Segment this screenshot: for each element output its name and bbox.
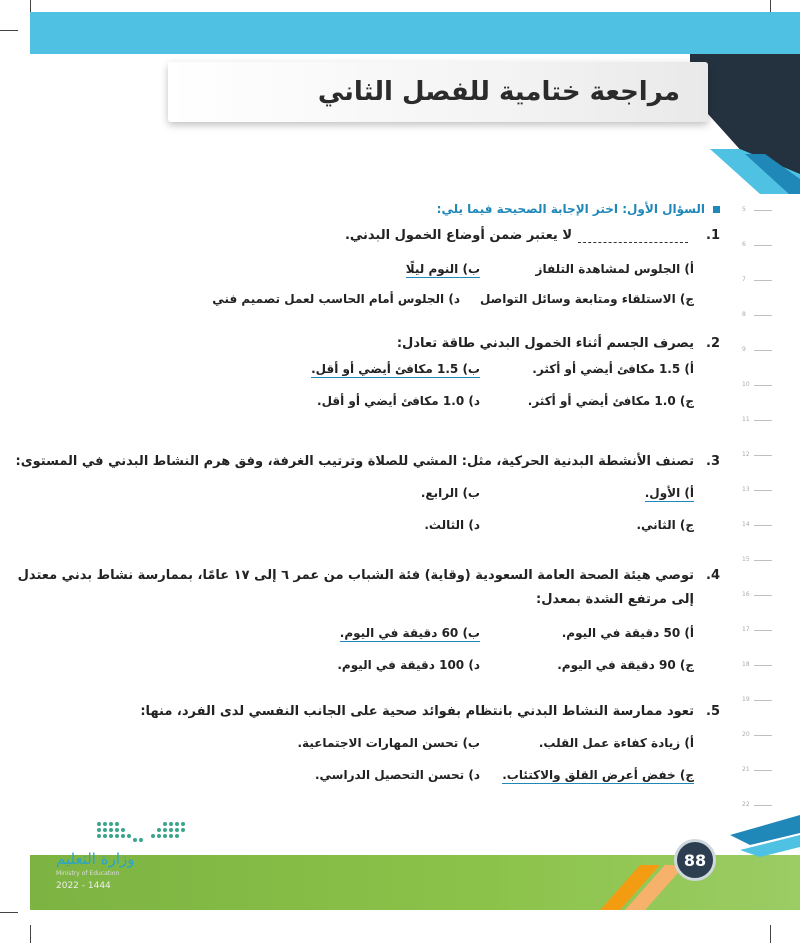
option-b[interactable]: ب) الرابع. — [420, 486, 480, 500]
question-2: 2.يصرف الجسم أثناء الخمول البدني طاقة تعادل: — [396, 336, 720, 351]
page-number-badge: 88 — [674, 839, 716, 881]
option-a[interactable]: أ) الأول. — [644, 486, 694, 500]
header-band — [30, 12, 800, 54]
option-d[interactable]: د) 100 دقيقة في اليوم. — [337, 658, 480, 672]
question-3: 3.تصنف الأنشطة البدنية الحركية، مثل: المشي للصلاة وترتيب الغرفة، وفق هرم النشاط البدني في المستوى: — [15, 454, 720, 469]
section-heading: السؤال الأول: اختر الإجابة الصحيحة فيما يلي: — [437, 202, 720, 216]
crop-mark — [0, 30, 18, 31]
option-a[interactable]: أ) زيادة كفاءة عمل القلب. — [538, 736, 694, 750]
option-b[interactable]: ب) تحسن المهارات الاجتماعية. — [297, 736, 480, 750]
question-5: 5.تعود ممارسة النشاط البدني بانتظام بفوائد صحية على الجانب النفسي لدى الفرد، منها: — [140, 704, 720, 719]
option-c[interactable]: ج) الاستلقاء ومتابعة وسائل التواصل — [479, 292, 694, 306]
page-title: مراجعة ختامية للفصل الثاني — [317, 77, 680, 107]
ministry-sub: Ministry of Education — [56, 870, 120, 877]
question-1: 1.لا يعتبر ضمن أوضاع الخمول البدني. — [344, 228, 720, 243]
edition-year: 2022 - 1444 — [56, 881, 111, 891]
option-d[interactable]: د) الثالث. — [424, 518, 480, 532]
option-a[interactable]: أ) 1.5 مكافئ أيضي أو أكثر. — [532, 362, 694, 376]
option-b[interactable]: ب) 1.5 مكافئ أيضي أو أقل. — [311, 362, 480, 376]
question-4: 4.توصي هيئة الصحة العامة السعودية (وقاية) فئة الشباب من عمر ٦ إلى ١٧ عامًا، بممارسة نشاط بدني معتدل — [17, 568, 720, 583]
option-d[interactable]: د) 1.0 مكافئ أيضي أو أقل. — [317, 394, 480, 408]
option-d[interactable]: د) الجلوس أمام الحاسب لعمل تصميم فني — [212, 292, 460, 306]
side-ruler: 5 6 7 8 9 10 11 12 13 14 15 16 17 18 19 20 21 22 — [742, 200, 772, 840]
ministry-logo-icon — [95, 818, 187, 848]
option-a[interactable]: أ) الجلوس لمشاهدة التلفاز — [535, 262, 694, 276]
title-box — [168, 62, 708, 122]
crop-mark — [0, 912, 18, 913]
square-bullet-icon — [713, 206, 720, 213]
answer-blank[interactable] — [578, 229, 688, 243]
option-c[interactable]: ج) خفض أعرض القلق والاكتئاب. — [502, 768, 694, 782]
option-d[interactable]: د) تحسن التحصيل الدراسي. — [314, 768, 480, 782]
option-c[interactable]: ج) الثاني. — [636, 518, 694, 532]
option-b[interactable]: ب) 60 دقيقة في اليوم. — [339, 626, 480, 640]
option-b[interactable]: ب) النوم ليلًا — [405, 262, 480, 276]
crop-mark — [30, 925, 31, 943]
ministry-name: وزارة التعليم — [56, 850, 135, 868]
option-c[interactable]: ج) 90 دقيقة في اليوم. — [557, 658, 694, 672]
option-a[interactable]: أ) 50 دقيقة في اليوم. — [561, 626, 694, 640]
crop-mark — [770, 925, 771, 943]
option-c[interactable]: ج) 1.0 مكافئ أيضي أو أكثر. — [527, 394, 694, 408]
question-4-continued: إلى مرتفع الشدة بمعدل: — [536, 592, 694, 607]
